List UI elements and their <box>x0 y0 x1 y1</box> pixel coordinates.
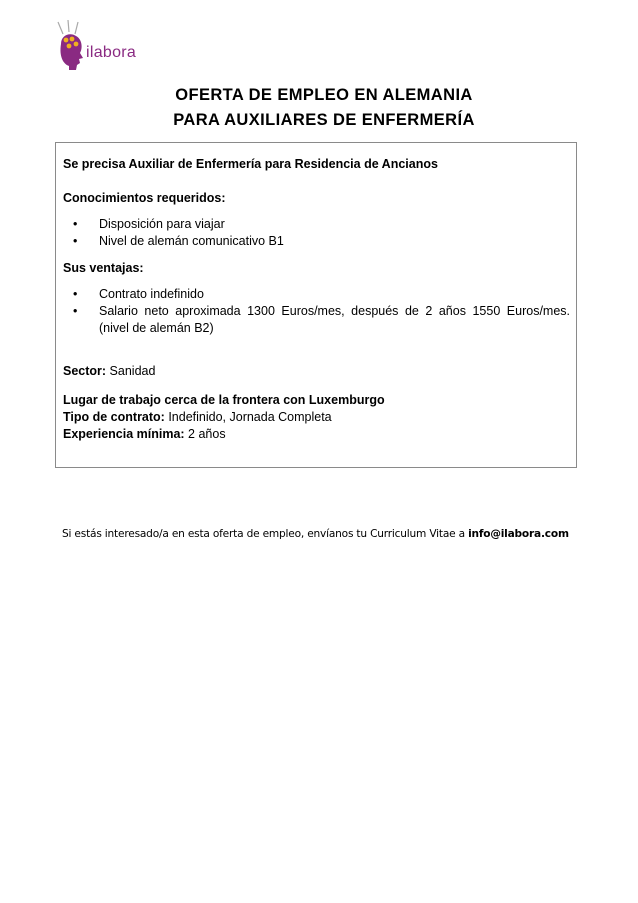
list-item: • Salario neto aproximada 1300 Euros/mes, después de 2 años 1550 Euros/mes. <box>73 304 570 318</box>
bullet-icon: • <box>73 304 78 318</box>
contact-text: Si estás interesado/a en esta oferta de empleo, envíanos tu Curriculum Vitae a <box>62 528 469 540</box>
sector-label: Sector: <box>63 364 107 378</box>
document-title-line2: PARA AUXILIARES DE ENFERMERÍA <box>173 111 475 129</box>
bullet-icon: • <box>73 234 78 248</box>
list-item: • Nivel de alemán comunicativo B1 <box>73 234 284 248</box>
contact-email[interactable]: info@ilabora.com <box>468 528 569 540</box>
contract-line <box>63 409 570 426</box>
document-title-line1: OFERTA DE EMPLEO EN ALEMANIA <box>175 86 473 104</box>
advantages-list <box>63 286 570 337</box>
contract-label: Tipo de contrato: <box>63 410 165 424</box>
list-item-continuation: (nivel de alemán B2) <box>99 321 214 335</box>
requirements-list <box>63 216 570 250</box>
list-item: • Disposición para viajar <box>73 217 225 231</box>
offer-box <box>55 142 577 468</box>
list-item: • Contrato indefinido <box>73 287 204 301</box>
offer-headline: Se precisa Auxiliar de Enfermería para Residencia de Ancianos <box>63 157 438 171</box>
work-location: Lugar de trabajo cerca de la frontera con Luxemburgo <box>63 393 385 407</box>
advantages-heading: Sus ventajas: <box>63 261 144 275</box>
sector-line <box>63 363 570 380</box>
experience-value: 2 años <box>184 427 226 441</box>
sector-value: Sanidad <box>106 364 156 378</box>
bullet-icon: • <box>73 287 78 301</box>
contract-value: Indefinido, Jornada Completa <box>164 410 332 424</box>
bullet-icon: • <box>73 217 78 231</box>
experience-label: Experiencia mínima: <box>63 427 185 441</box>
logo-text: ilabora <box>86 44 137 61</box>
experience-line <box>63 426 570 443</box>
contact-note <box>62 528 569 540</box>
requirements-heading: Conocimientos requeridos: <box>63 191 226 205</box>
